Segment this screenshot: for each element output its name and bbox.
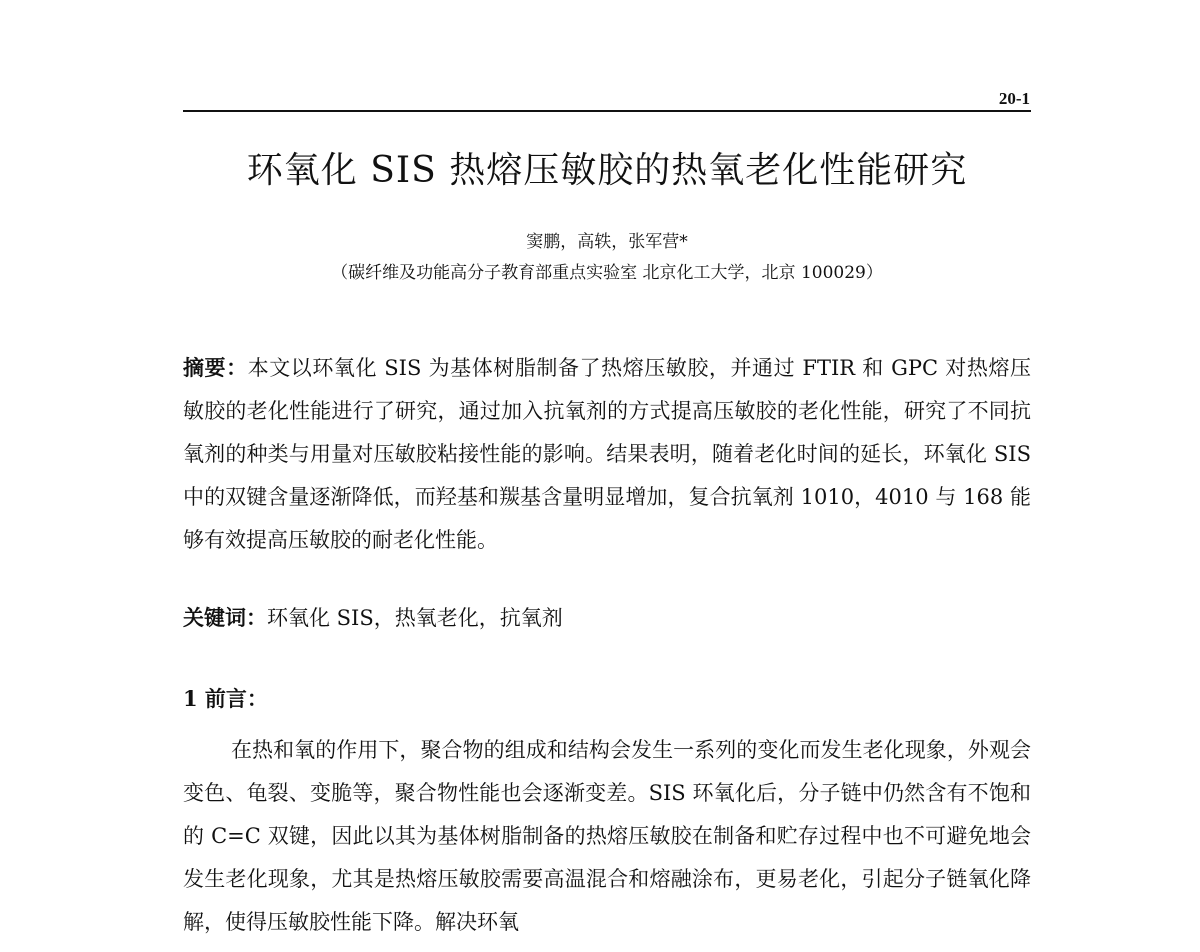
keywords-text: 环氧化 SIS，热氧老化，抗氧剂 [267,606,563,630]
abstract-text: 本文以环氧化 SIS 为基体树脂制备了热熔压敏胶，并通过 FTIR 和 GPC 对热熔压敏胶的老化性能进行了研究，通过加入抗氧剂的方式提高压敏胶的老化性能，研究了不同抗氧剂的种类与用量对压敏胶粘接性能的影响。结果表明，随着老化时间的延长，环氧化 SIS 中的双键含量逐渐降低，而羟基和羰基含量明显增加，复合抗氧剂 1010，4010 与 168 能够有效提高压敏胶的耐老化性能。 [183,356,1031,552]
affiliation: （碳纤维及功能高分子教育部重点实验室 北京化工大学，北京 100029） [331,263,883,283]
paper-title: 环氧化 SIS 热熔压敏胶的热氧老化性能研究 [246,150,968,191]
abstract [183,346,1031,562]
keywords-label: 关键词： [183,605,267,630]
abstract-label: 摘要： [183,355,248,380]
header-rule [183,110,1031,112]
page-number: 20-1 [998,89,1030,108]
author-list: 窦鹏，高轶，张军营* [526,232,688,252]
introduction-paragraph: 在热和氧的作用下，聚合物的组成和结构会发生一系列的变化而发生老化现象，外观会变色、龟裂、变脆等，聚合物性能也会逐渐变差。SIS 环氧化后，分子链中仍然含有不饱和的 C=C 双键，因此以其为基体树脂制备的热熔压敏胶在制备和贮存过程中也不可避免地会发生老化现象，尤其是热熔压敏胶需要高温混合和熔融涂布，更易老化，引起分子链氧化降解，使得压敏胶性能下降。解决环氧 [183,738,1031,934]
keywords [183,596,1031,640]
section-heading-introduction: 1 前言： [183,686,268,711]
